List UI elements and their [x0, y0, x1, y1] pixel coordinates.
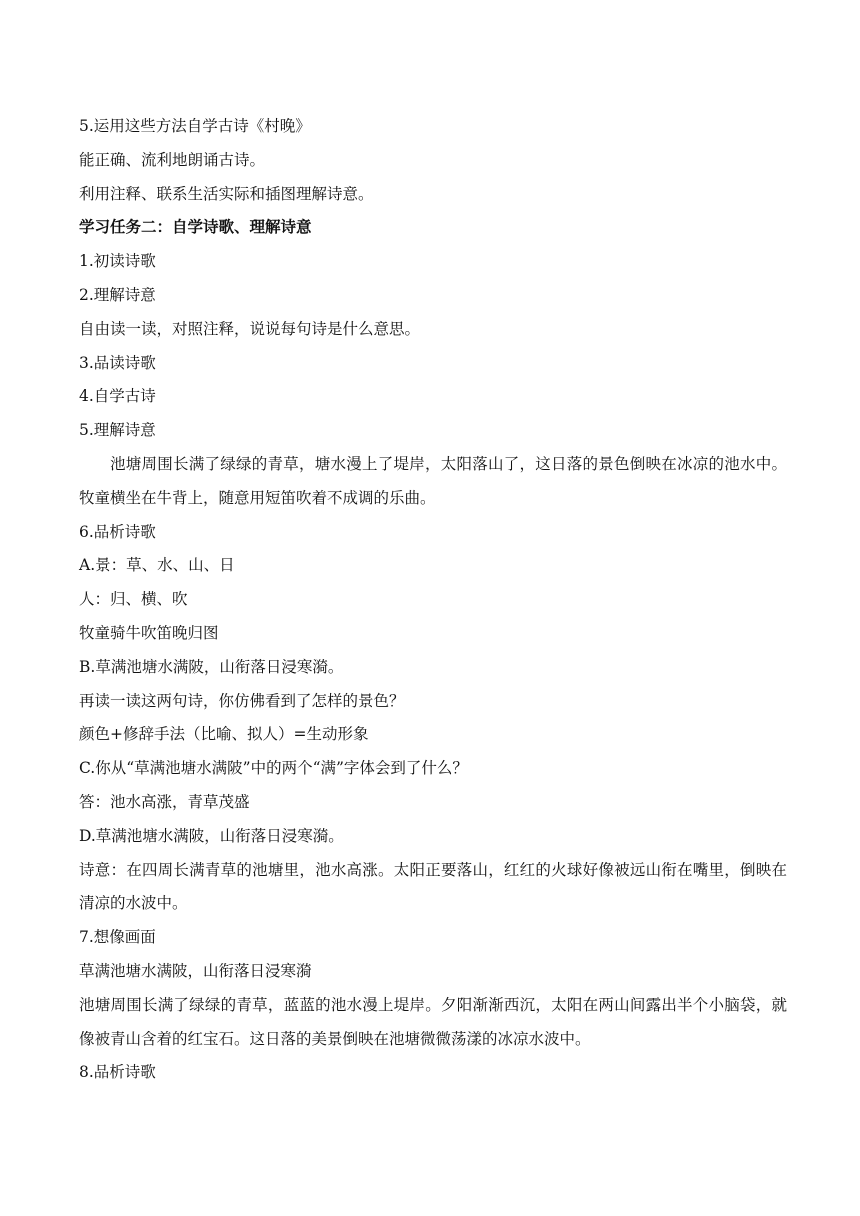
step-heading: 4.自学古诗	[79, 387, 156, 406]
question-text: 再读一读这两句诗，你仿佛看到了怎样的景色？	[79, 691, 405, 710]
step-heading: 2.理解诗意	[79, 285, 156, 304]
poem-line: 草满池塘水满陂，山衔落日浸寒漪	[79, 961, 312, 980]
task-heading: 学习任务二：自学诗歌、理解诗意	[79, 218, 312, 237]
step-heading: 3.品读诗歌	[79, 353, 156, 372]
step-heading: 7.想像画面	[79, 928, 156, 947]
learning-goal: 利用注释、联系生活实际和插图理解诗意。	[79, 184, 374, 203]
question-text: C.你从“草满池塘水满陂”中的两个“满”字体会到了什么？	[79, 759, 468, 778]
poem-line: B.草满池塘水满陂，山衔落日浸寒漪。	[79, 657, 344, 676]
step-heading: 6.品析诗歌	[79, 522, 156, 541]
document-body	[79, 110, 787, 1090]
poem-meaning-paragraph: 池塘周围长满了绿绿的青草，塘水漫上了堤岸，太阳落山了，这日落的景色倒映在冰凉的池水中。牧童横坐在牛背上，随意用短笛吹着不成调的乐曲。	[79, 454, 787, 507]
analysis-item: 颜色+修辞手法（比喻、拟人）=生动形象	[79, 725, 369, 744]
learning-goal: 能正确、流利地朗诵古诗。	[79, 150, 266, 169]
instruction-text: 自由读一读，对照注释，说说每句诗是什么意思。	[79, 319, 421, 338]
step-heading: 8.品析诗歌	[79, 1063, 156, 1082]
imagination-paragraph: 池塘周围长满了绿绿的青草，蓝蓝的池水漫上堤岸。夕阳渐渐西沉，太阳在两山间露出半个小脑袋，就像被青山含着的红宝石。这日落的美景倒映在池塘微微荡漾的冰凉水波中。	[79, 995, 787, 1048]
step-heading: 5.运用这些方法自学古诗《村晚》	[79, 117, 311, 135]
step-heading: 5.理解诗意	[79, 421, 156, 440]
poem-meaning-paragraph: 诗意：在四周长满青草的池塘里，池水高涨。太阳正要落山，红红的火球好像被远山衔在嘴里，倒映在清凉的水波中。	[79, 860, 787, 913]
answer-text: 答：池水高涨，青草茂盛	[79, 792, 250, 811]
poem-line: D.草满池塘水满陂，山衔落日浸寒漪。	[79, 826, 344, 845]
analysis-item: A.景：草、水、山、日	[79, 556, 235, 575]
step-heading: 1.初读诗歌	[79, 252, 156, 271]
analysis-item: 人：归、横、吹	[79, 590, 188, 609]
analysis-item: 牧童骑牛吹笛晚归图	[79, 623, 219, 642]
